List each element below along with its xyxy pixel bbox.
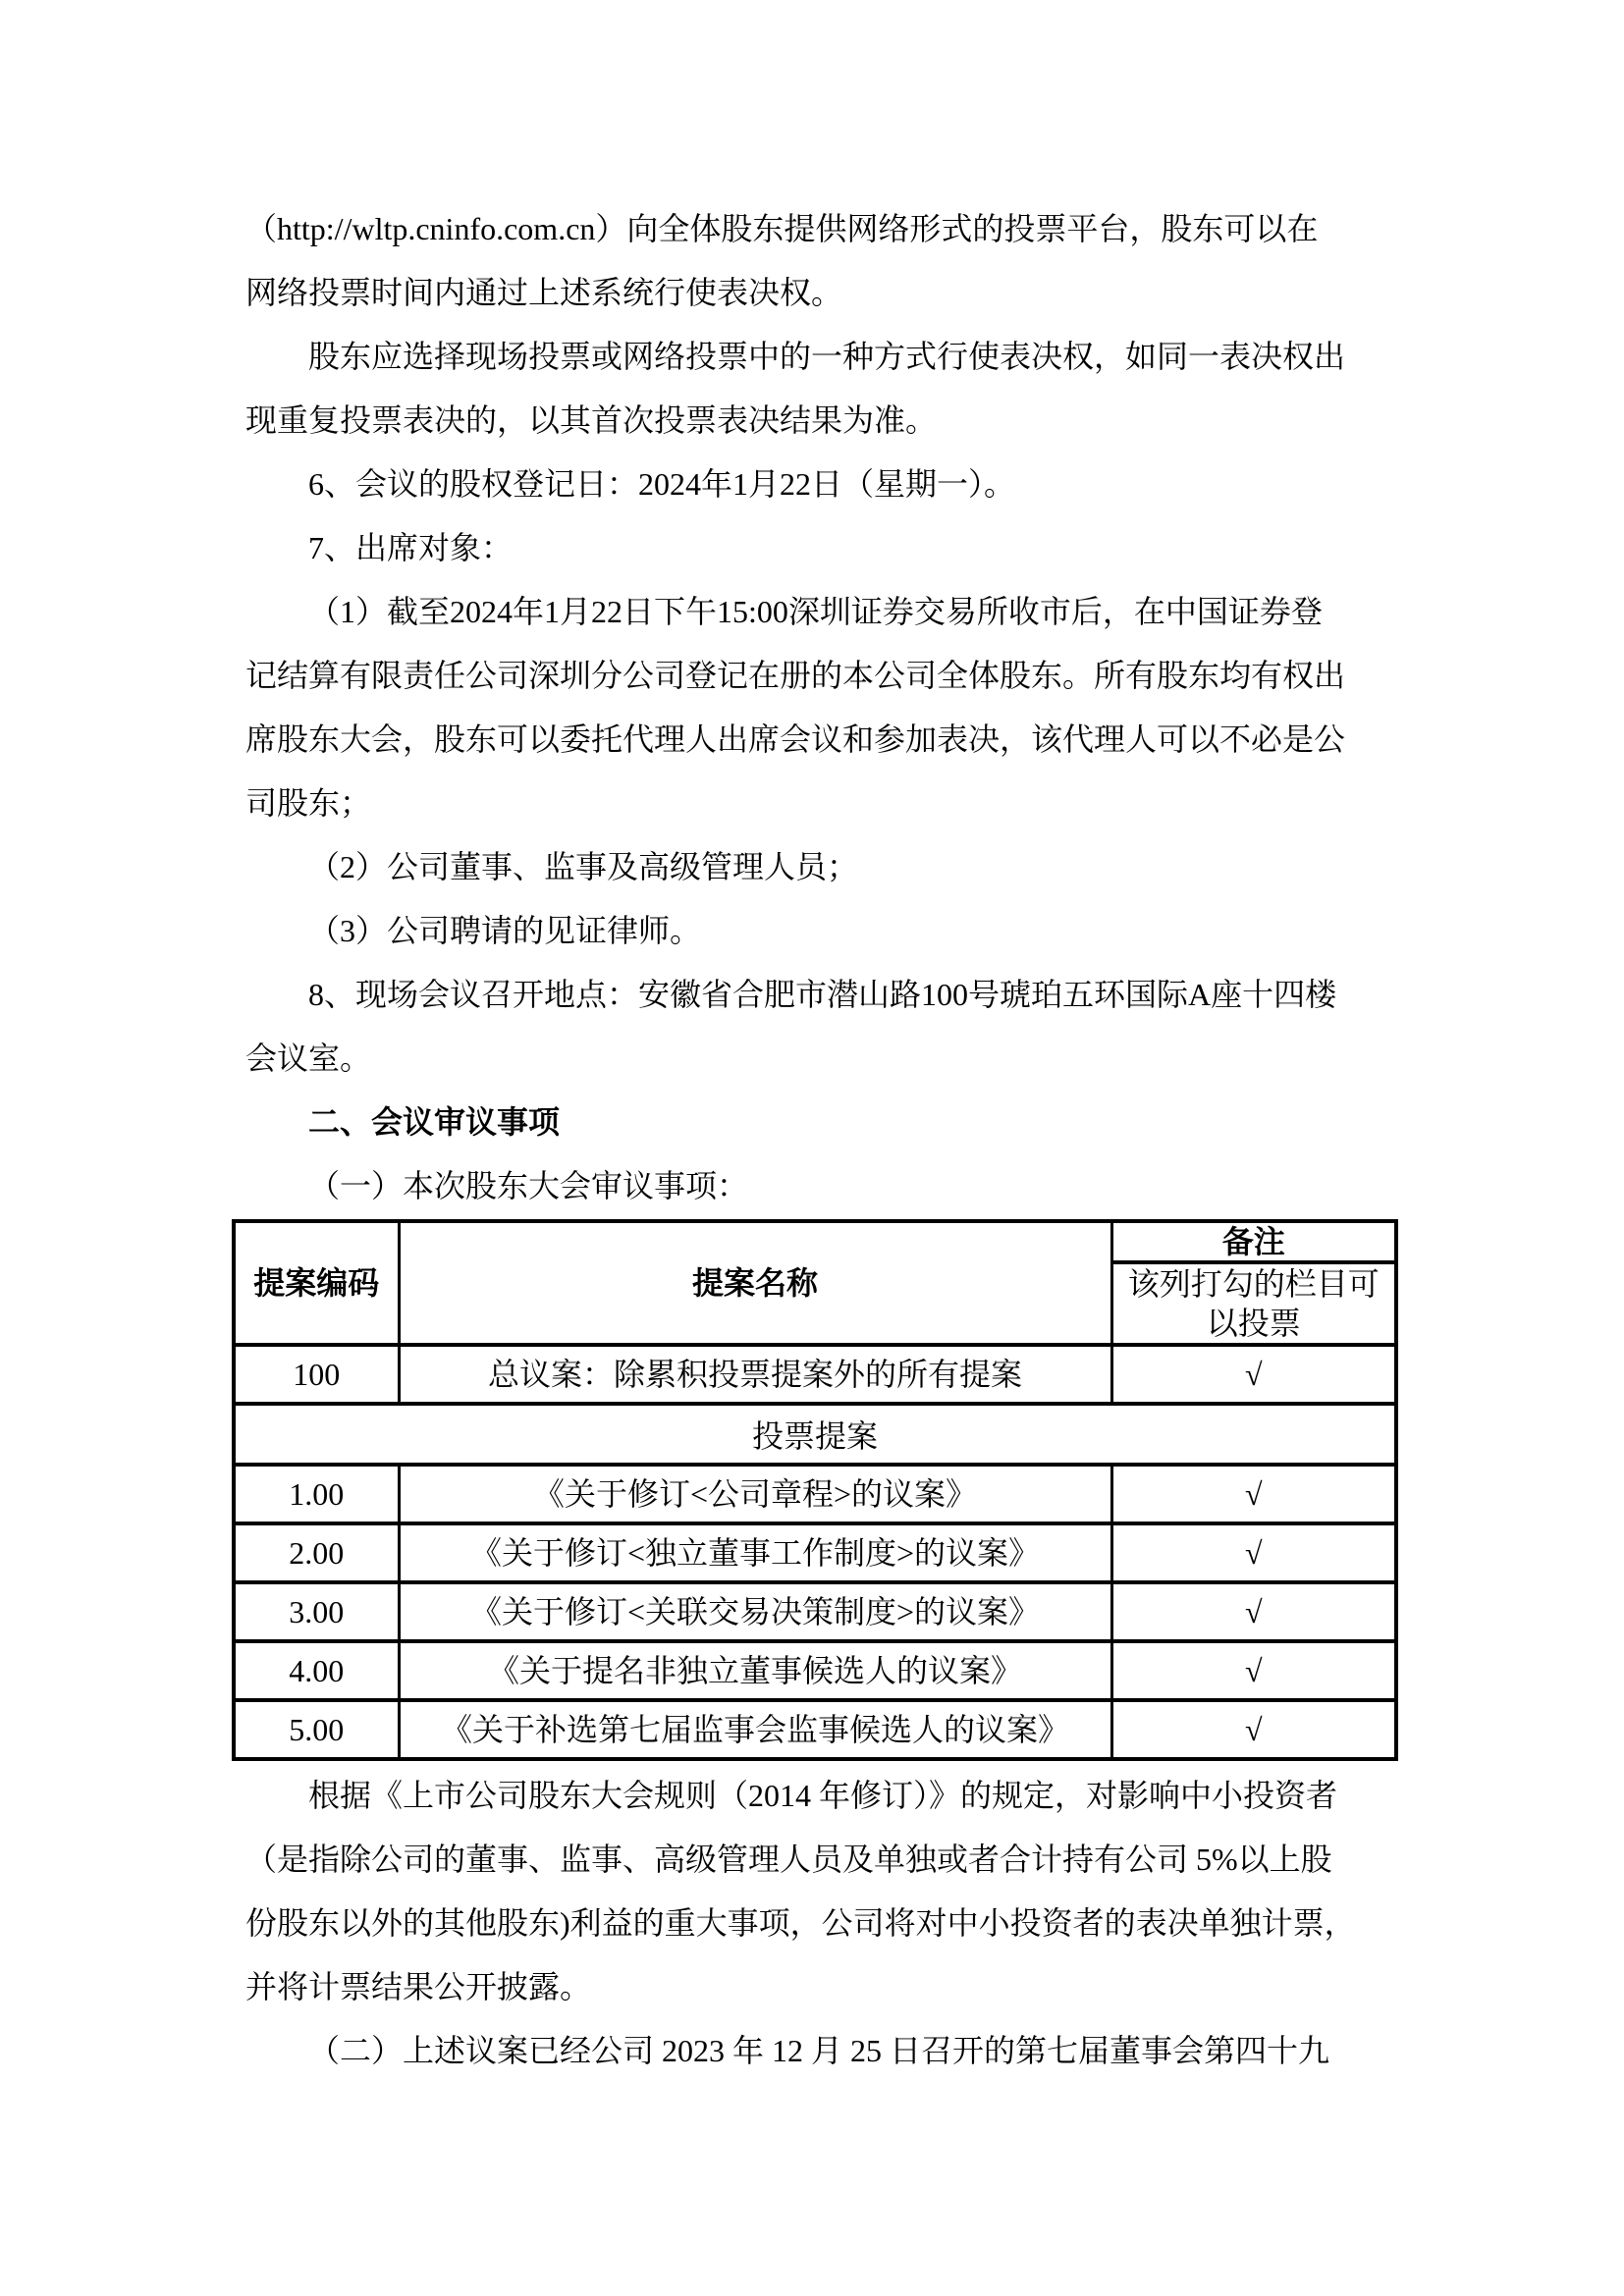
proposal-code-cell: 4.00	[234, 1641, 399, 1700]
text-line-item-7: 7、出席对象：	[308, 530, 514, 565]
col-header-proposal-code: 提案编码	[234, 1221, 399, 1345]
proposal-code-cell: 100	[234, 1345, 399, 1404]
proposal-code-cell: 1.00	[234, 1465, 399, 1523]
text-line: 并将计票结果公开披露。	[245, 1969, 592, 2004]
text-line: 网络投票时间内通过上述系统行使表决权。	[245, 275, 843, 310]
text-line: 席股东大会，股东可以委托代理人出席会议和参加表决，该代理人可以不必是公	[245, 721, 1346, 757]
text-line: （是指除公司的董事、监事、高级管理人员及单独或者合计持有公司 5%以上股	[245, 1842, 1332, 1877]
table-row-general	[234, 1345, 1396, 1404]
text-line: 股东应选择现场投票或网络投票中的一种方式行使表决权，如同一表决权出	[308, 339, 1346, 374]
subsection-heading: （一）本次股东大会审议事项：	[308, 1168, 749, 1203]
text-line: （3）公司聘请的见证律师。	[308, 913, 702, 948]
section-heading: 二、会议审议事项	[308, 1104, 561, 1140]
table-row	[234, 1523, 1396, 1582]
vote-check-cell: √	[1111, 1523, 1396, 1582]
text-line: 根据《上市公司股东大会规则（2014 年修订）》的规定，对影响中小投资者	[308, 1778, 1338, 1813]
vote-check-cell: √	[1111, 1465, 1396, 1523]
vote-check-cell: √	[1111, 1345, 1396, 1404]
text-line: 司股东；	[245, 785, 372, 821]
text-line-item-6: 6、会议的股权登记日：2024年1月22日（星期一）。	[308, 466, 1016, 502]
col-header-remark: 备注	[1111, 1221, 1396, 1262]
text-line: 会议室。	[245, 1041, 372, 1076]
proposal-code-cell: 5.00	[234, 1700, 399, 1759]
text-line: （1）截至2024年1月22日下午15:00深圳证券交易所收市后，在中国证券登	[308, 594, 1323, 629]
table-section-row	[234, 1404, 1396, 1465]
text-line: （二）上述议案已经公司 2023 年 12 月 25 日召开的第七届董事会第四十九	[308, 2033, 1330, 2068]
section-row-label: 投票提案	[234, 1404, 1396, 1465]
proposal-code-cell: 2.00	[234, 1523, 399, 1582]
proposals-table	[232, 1219, 1398, 1761]
text-line: 份股东以外的其他股东)利益的重大事项，公司将对中小投资者的表决单独计票，	[245, 1905, 1356, 1941]
page-content	[245, 197, 1380, 2083]
table-row	[234, 1582, 1396, 1641]
vote-check-cell: √	[1111, 1641, 1396, 1700]
proposal-code-cell: 3.00	[234, 1582, 399, 1641]
proposal-name-cell: 《关于提名非独立董事候选人的议案》	[399, 1641, 1111, 1700]
proposal-name-cell: 《关于修订<独立董事工作制度>的议案》	[399, 1523, 1111, 1582]
table-header-row	[234, 1221, 1396, 1262]
vote-check-cell: √	[1111, 1700, 1396, 1759]
table-row	[234, 1700, 1396, 1759]
vote-check-cell: √	[1111, 1582, 1396, 1641]
text-line: 现重复投票表决的，以其首次投票表决结果为准。	[245, 402, 938, 438]
table-row	[234, 1465, 1396, 1523]
text-line-item-8: 8、现场会议召开地点：安徽省合肥市潜山路100号琥珀五环国际A座十四楼	[308, 977, 1337, 1012]
proposal-name-cell: 总议案：除累积投票提案外的所有提案	[399, 1345, 1111, 1404]
proposal-name-cell: 《关于补选第七届监事会监事候选人的议案》	[399, 1700, 1111, 1759]
proposal-name-cell: 《关于修订<公司章程>的议案》	[399, 1465, 1111, 1523]
table-row	[234, 1641, 1396, 1700]
text-line: （http://wltp.cninfo.com.cn）向全体股东提供网络形式的投票平台，股东可以在	[245, 211, 1319, 246]
proposal-name-cell: 《关于修订<关联交易决策制度>的议案》	[399, 1582, 1111, 1641]
col-header-proposal-name: 提案名称	[399, 1221, 1111, 1345]
text-line: 记结算有限责任公司深圳分公司登记在册的本公司全体股东。所有股东均有权出	[245, 658, 1346, 693]
text-line: （2）公司董事、监事及高级管理人员；	[308, 849, 859, 884]
col-header-remark-note: 该列打勾的栏目可以投票	[1111, 1262, 1396, 1345]
